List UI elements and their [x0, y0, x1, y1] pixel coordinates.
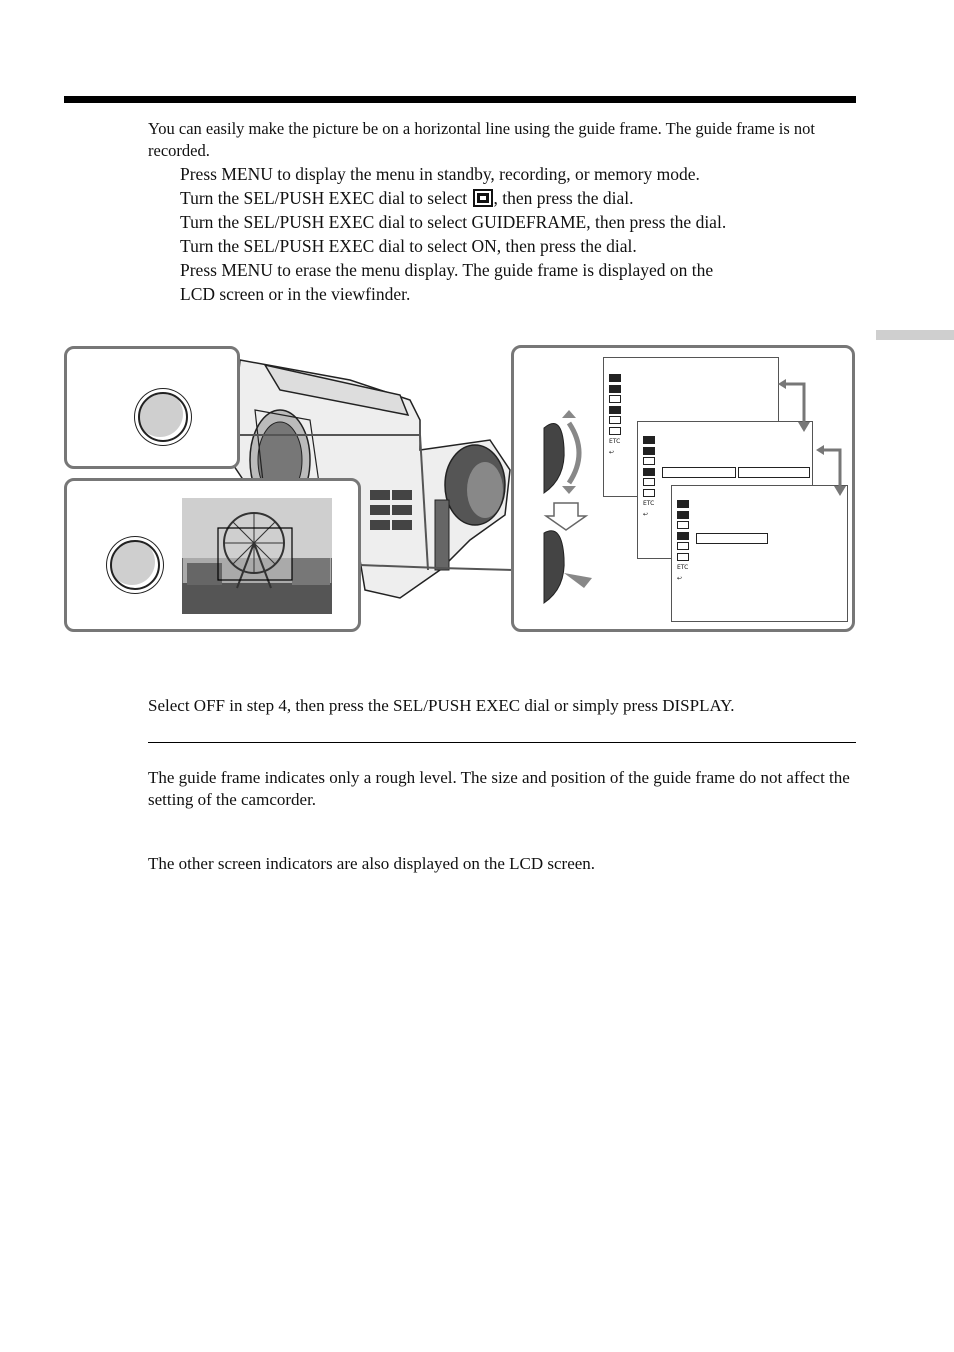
step-3: Turn the SEL/PUSH EXEC dial to select GUIDEFRAME, then press the dial. [180, 212, 727, 232]
etc-label-2: ETC [643, 500, 655, 507]
camera-set-icon [609, 385, 621, 393]
etc-label: ETC [609, 438, 621, 445]
step-1: Press MENU to display the menu in standby, recording, or memory mode. [180, 164, 700, 184]
tape-set-icon [609, 416, 621, 424]
etc-label-3: ETC [677, 564, 689, 571]
return-icon: ↩ [609, 448, 615, 456]
camera-menu-icon [609, 395, 621, 403]
camera-set-icon-2 [643, 447, 655, 455]
screen-transition-arrows [776, 378, 848, 518]
sel-push-exec-dial-illustration [534, 408, 604, 608]
menu-button[interactable] [138, 392, 188, 442]
setup-menu-icon-3 [677, 553, 689, 561]
intro-paragraph: You can easily make the picture be on a horizontal line using the guide frame. The guide frame is not recorded. [148, 119, 815, 160]
dial-menu-panel [511, 345, 855, 632]
tape-set-icon-3 [677, 542, 689, 550]
tape-set-icon-2 [643, 478, 655, 486]
return-icon-3: ↩ [677, 574, 683, 582]
lcd-preview-image [182, 498, 332, 614]
chapter-side-tab [876, 330, 954, 340]
section-header-rule [64, 96, 856, 103]
menu-item-highlight [662, 467, 736, 478]
setup-menu-icon-2 [643, 489, 655, 497]
manual-set-icon [609, 374, 621, 382]
camera-menu-icon-2 [643, 457, 655, 465]
display-button[interactable] [110, 540, 160, 590]
manual-set-icon-2 [643, 436, 655, 444]
lcd-vf-set-icon [609, 406, 621, 414]
return-icon-2: ↩ [643, 510, 649, 518]
camera-menu-icon [473, 189, 493, 207]
menu-button-panel [64, 346, 240, 469]
notes-divider [148, 742, 856, 743]
cancel-guide-frame-note: Select OFF in step 4, then press the SEL/PUSH EXEC dial or simply press DISPLAY. [148, 696, 735, 715]
option-highlight [696, 533, 768, 544]
lcd-vf-set-icon-3 [677, 532, 689, 540]
manual-set-icon-3 [677, 500, 689, 508]
step-2: Turn the SEL/PUSH EXEC dial to select , then press the dial. [180, 188, 634, 208]
step-5: Press MENU to erase the menu display. The guide frame is displayed on the [180, 260, 714, 280]
rough-level-note: The guide frame indicates only a rough level. The size and position of the guide frame do not affect the setting of the camcorder. [148, 768, 850, 809]
setup-menu-icon [609, 427, 621, 435]
indicators-note: The other screen indicators are also displayed on the LCD screen. [148, 854, 596, 873]
display-button-panel [64, 478, 361, 632]
camera-menu-icon-3 [677, 521, 689, 529]
steps-list [180, 162, 850, 306]
lcd-vf-set-icon-2 [643, 468, 655, 476]
step-4: Turn the SEL/PUSH EXEC dial to select ON, then press the dial. [180, 236, 637, 256]
camera-set-icon-3 [677, 511, 689, 519]
step-5-continued: LCD screen or in the viewfinder. [180, 284, 411, 304]
